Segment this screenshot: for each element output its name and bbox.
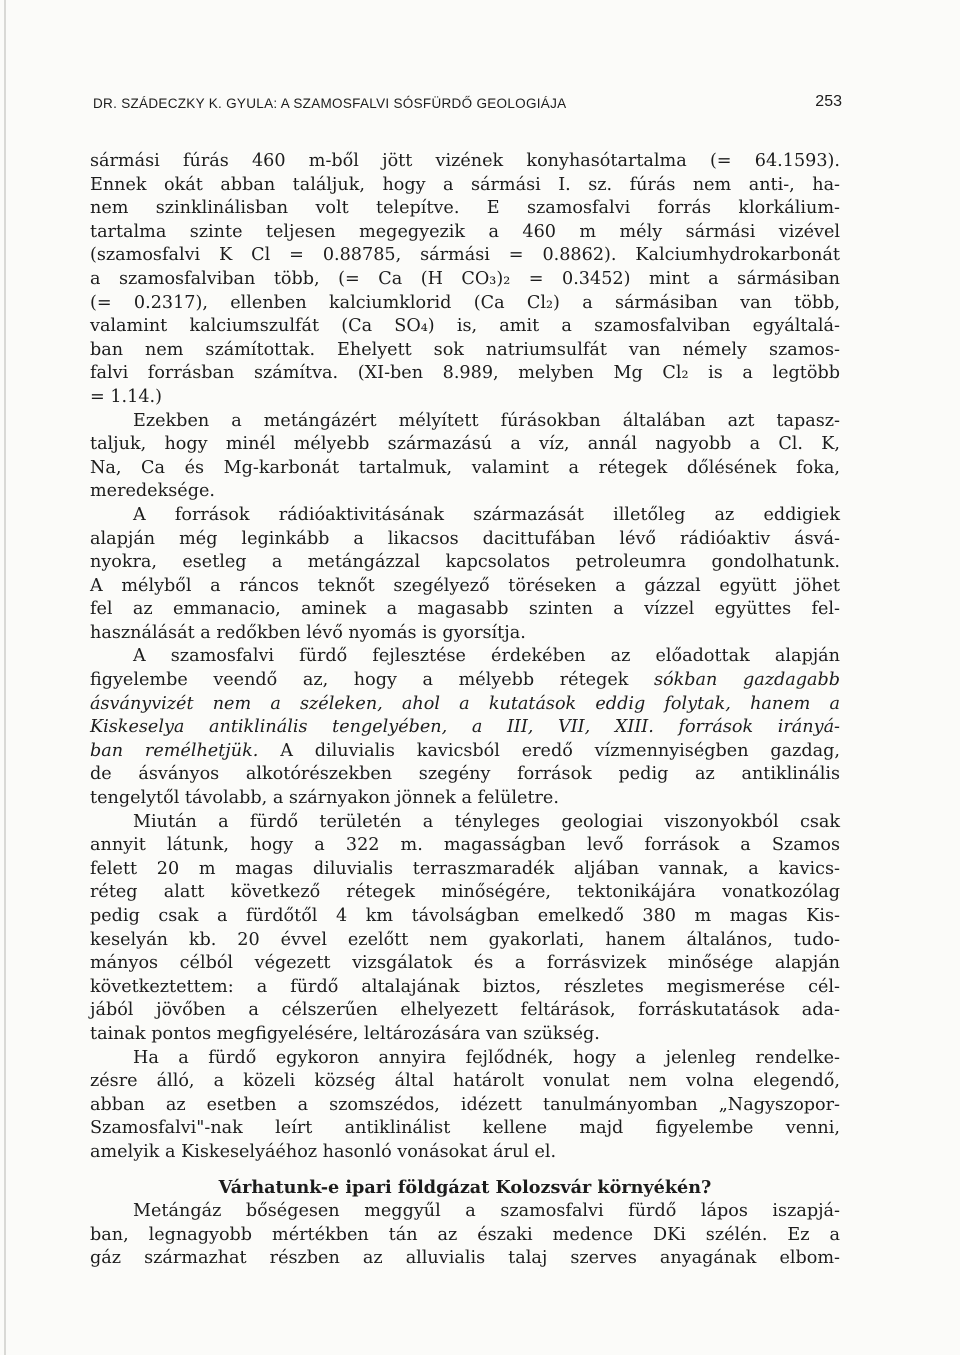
paragraph-4 [90, 645, 840, 810]
text-line: Metángáz bőségesen meggyűl a szamosfalvi fürdő lápos iszapjá- [133, 1201, 840, 1222]
paragraph-2 [90, 410, 840, 504]
text-line: nyokra, esetleg a metángázzal kapcsolatos petroleumra gondolhatunk. [90, 552, 840, 573]
text-line: ban, legnagyobb mértékben tán az északi medence DKi szélén. Ez a [90, 1224, 840, 1245]
text-line: annyit látunk, hogy a 322 m. magasságban levő források a Szamos [90, 835, 840, 856]
text-line: (szamosfalvi K Cl = 0.88785, sármási = 0.8862). Kalciumhydrokarbonát [90, 245, 840, 266]
emphasis: Kiskeselya antiklinális tengelyében, a III, VII, XIII. források irányá- [90, 717, 840, 738]
emphasis: ban remélhetjük. [90, 740, 259, 761]
text-line: abban az esetben a szomszédos, idézett tanulmányomban „Nagyszopor- [90, 1094, 840, 1115]
text-line [90, 740, 840, 764]
text-line: A mélyből a ráncos teknőt szegélyező töréseken a gázzal együtt jöhet [90, 575, 840, 596]
text-line: fel az emmanacio, aminek a magasabb szinten a vízzel együttes fel- [90, 599, 840, 620]
text-line: tengelytől távolabb, a szárnyakon jönnek a felületre. [90, 788, 559, 809]
text-line: jából jövőben a célszerűen elhelyezett feltárások, forráskutatások ada- [90, 1000, 840, 1021]
text-line: valamint kalciumszulfát (Ca SO₄) is, amit a szamosfalviban egyáltalá- [90, 316, 840, 337]
text-line: Ha a fürdő egykoron annyira fejlődnék, hogy a jelenleg rendelke- [133, 1047, 840, 1068]
text-run: figyelembe veendő az, hogy a mélyebb rétegek [90, 670, 654, 691]
text-line: mányos célból végezett vizsgálatok és a forrásvizek minősége alapján [90, 953, 840, 974]
text-line: = 1.14.) [90, 386, 162, 407]
emphasis: ásványvizét nem a széleken, ahol a kutatások eddig folytak, hanem a [90, 693, 840, 714]
text-line: A szamosfalvi fürdő fejlesztése érdekében az előadottak alapján [133, 646, 840, 667]
scan-edge [4, 0, 6, 1355]
paragraph-6 [90, 1047, 840, 1165]
paragraph-1 [90, 150, 840, 410]
text-line: (= 0.2317), ellenben kalciumklorid (Ca Cl₂) a sármásiban van több, [90, 292, 840, 313]
text-line [90, 669, 840, 693]
paragraph-3 [90, 504, 840, 646]
text-line: Miután a fürdő területén a tényleges geologiai viszonyokból csak [133, 811, 840, 832]
text-line: keselyán kb. 20 évvel ezelőtt nem gyakorlati, hanem általános, tudo- [90, 929, 840, 950]
text-line: tainak pontos megfigyelésére, leltározására van szükség. [90, 1023, 600, 1044]
section-heading: Várhatunk-e ipari földgázat Kolozsvár környékén? [218, 1176, 712, 1198]
text-line: Ennek okát abban találjuk, hogy a sármási I. sz. fúrás nem anti-, ha- [90, 174, 840, 195]
text-line: A források rádióaktivitásának származását illetőleg az eddigiek [133, 504, 840, 525]
text-line: amelyik a Kiskeselyáéhoz hasonló vonásokat árul el. [90, 1141, 557, 1162]
text-line: meredeksége. [90, 481, 215, 502]
text-run: A diluvialis kavicsból eredő vízmennyiségben gazdag, [258, 740, 840, 761]
text-line: taljuk, hogy minél mélyebb származású a víz, annál nagyobb a Cl. K, [90, 434, 840, 455]
text-line: de ásványos alkotórészekben szegény források pedig az antiklinális [90, 764, 840, 785]
text-line: sármási fúrás 460 m-ből jött vizének konyhasótartalma (= 64.1593). [90, 151, 840, 171]
text-line: következtettem: a fürdő altalajának biztos, részletes megismerése cél- [90, 976, 840, 997]
emphasis: sókban gazdagabb [654, 670, 840, 691]
text-line: falvi forrásban számítva. (XI-ben 8.989, melyben Mg Cl₂ is a legtöbb [90, 363, 840, 384]
text-line: nem szinklinálisban volt telepítve. E szamosfalvi forrás klorkálium- [90, 198, 840, 219]
text-line: felett 20 m magas diluvialis terraszmaradék aljában vannak, a kavics- [90, 858, 840, 879]
text-line: réteg alatt következő rétegek minőségére, tektonikájára vonatkozólag [90, 882, 840, 903]
text-line: gáz származhat részben az alluvialis talaj szerves anyagának elbom- [90, 1248, 840, 1269]
text-line: Szamosfalvi"-nak leírt antiklinálist kellene majd figyelembe venni, [90, 1118, 840, 1139]
page-number: 253 [815, 93, 842, 110]
text-line: Ezekben a metángázért mélyített fúrásokban általában azt tapasz- [133, 410, 840, 431]
text-line [90, 716, 840, 740]
text-line: ban nem számítottak. Ehelyett sok natriumsulfát van némely szamos- [90, 339, 840, 360]
text-line [90, 693, 840, 717]
body-text [90, 150, 840, 1271]
text-line: alapján még leginkább a likacsos dacittufában lévő rádióaktiv ásvá- [90, 528, 840, 549]
paragraph-5 [90, 811, 840, 1047]
paragraph-7 [90, 1200, 840, 1271]
text-line: használását a redőkben lévő nyomás is gyorsítja. [90, 622, 526, 643]
text-line: pedig csak a fürdőtől 4 km távolságban emelkedő 380 m magas Kis- [90, 906, 840, 926]
text-line: tartalma szinte teljesen megegyezik a 460 m mély sármási vizével [90, 221, 840, 242]
text-line: Na, Ca és Mg-karbonát tartalmuk, valamint a rétegek dőlésének foka, [90, 457, 840, 478]
text-line: a szamosfalviban több, (= Ca (H CO₃)₂ = 0.3452) mint a sármásiban [90, 268, 840, 289]
text-line: zésre álló, a közeli község által határolt vonulat nem volna elegendő, [90, 1071, 840, 1092]
running-head: DR. SZÁDECZKY K. GYULA: A SZAMOSFALVI SÓSFÜRDŐ GEOLOGIÁJA [93, 96, 567, 111]
